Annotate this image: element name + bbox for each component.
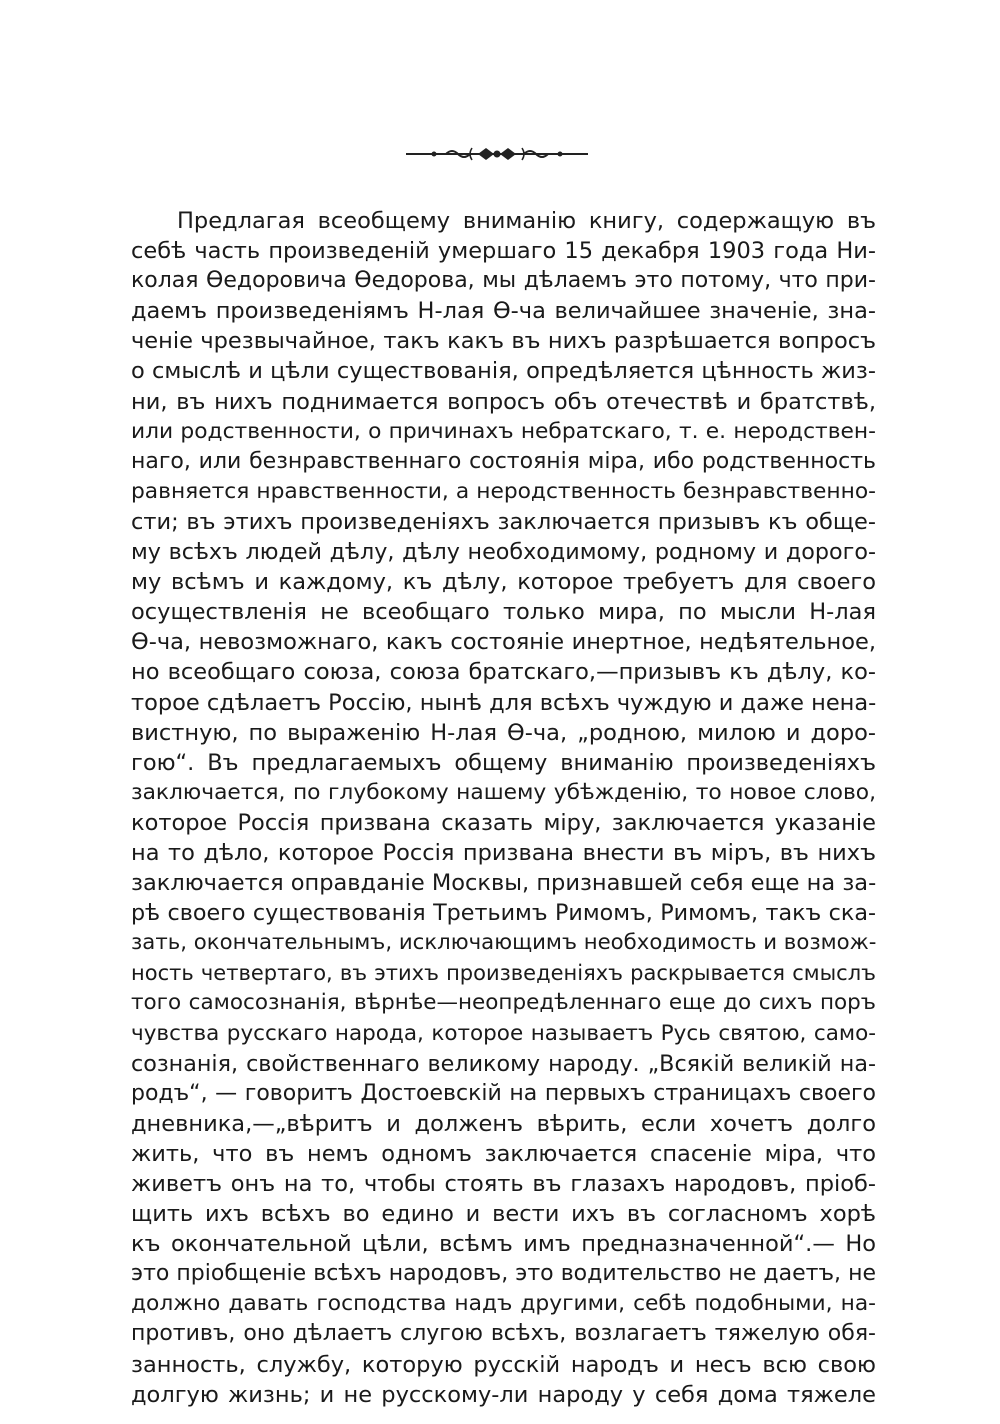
text-line: сти; въ этихъ произведеніяхъ заключается призывъ къ обще- <box>131 508 876 535</box>
text-line: вистную, по выраженію Н-лая Ѳ-ча, „родною, милою и доро- <box>131 719 876 746</box>
text-line: себѣ часть произведеній умершаго 15 декабря 1903 года Ни- <box>131 238 876 265</box>
text-line: того самосознанія, вѣрнѣе—неопредѣленнаго еще до сихъ поръ <box>131 990 876 1016</box>
text-line: или родственности, о причинахъ небратскаго, т. е. неродствен- <box>131 418 876 444</box>
text-line: зать, окончательнымъ, исключающимъ необходимость и возмож- <box>131 930 877 956</box>
text-line: му всѣмъ и каждому, къ дѣлу, которое требуетъ для своего <box>131 569 876 596</box>
text-line: чувства русскаго народа, которое называетъ Русь святою, само- <box>131 1020 876 1046</box>
text-line: наго, или безнравственнаго состоянія міра, ибо родственность <box>131 448 876 474</box>
text-line: которое Россія призвана сказать міру, заключается указаніе <box>131 809 876 836</box>
text-line: щить ихъ всѣхъ во едино и вести ихъ въ согласномъ хорѣ <box>131 1201 876 1228</box>
text-line: колая Ѳедоровича Ѳедорова, мы дѣлаемъ это потому, что при- <box>131 268 876 294</box>
text-line: жить, что въ немъ одномъ заключается спасеніе міра, что <box>131 1140 876 1167</box>
text-line: это пріобщеніе всѣхъ народовъ, это водительство не даетъ, не <box>131 1261 876 1287</box>
text-line: ность четвертаго, въ этихъ произведеніяхъ раскрывается смыслъ <box>131 961 876 986</box>
text-line: противъ, оно дѣлаетъ слугою всѣхъ, возлагаетъ тяжелую обя- <box>131 1321 876 1347</box>
text-line: ни, въ нихъ поднимается вопросъ объ отечествѣ и братствѣ, <box>131 388 876 415</box>
text-line: должно давать господства надъ другими, себѣ подобными, на- <box>131 1291 876 1317</box>
text-line: ченіе чрезвычайное, такъ какъ въ нихъ разрѣшается вопросъ <box>131 328 876 355</box>
text-line: торое сдѣлаетъ Россію, нынѣ для всѣхъ чуждую и даже нена- <box>131 689 877 716</box>
decorative-divider-ornament <box>406 143 588 165</box>
text-line: осуществленія не всеобщаго только мира, по мысли Н-лая <box>131 599 876 626</box>
text-line: Предлагая всеобщему вниманію книгу, содержащую въ <box>177 208 876 234</box>
text-line: заключается, по глубокому нашему убѣжденію, то новое слово, <box>131 779 876 805</box>
text-line: даемъ произведеніямъ Н-лая Ѳ-ча величайшее значеніе, зна- <box>131 298 876 325</box>
body-text <box>131 206 876 1410</box>
text-line: рѣ своего существованія Третьимъ Римомъ, Римомъ, такъ ска- <box>131 900 876 927</box>
text-line: но всеобщаго союза, союза братскаго,—призывъ къ дѣлу, ко- <box>131 659 876 686</box>
text-line: дневника,—„вѣритъ и долженъ вѣрить, если хочетъ долго <box>131 1110 876 1137</box>
text-line: о смыслѣ и цѣли существованія, опредѣляется цѣнность жиз- <box>131 358 876 385</box>
text-line: къ окончательной цѣли, всѣмъ имъ предназначенной“.— Но <box>131 1231 876 1258</box>
text-line: гою“. Въ предлагаемыхъ общему вниманію произведеніяхъ <box>131 749 876 776</box>
text-line: Ѳ-ча, невозможнаго, какъ состояніе инертное, недѣятельное, <box>131 629 876 656</box>
text-line: занность, службу, которую русскій народъ и несъ всю свою <box>131 1351 876 1378</box>
text-line: заключается оправданіе Москвы, признавшей себя еще на за- <box>131 870 877 897</box>
text-line: на то дѣло, которое Россія призвана внести въ міръ, въ нихъ <box>131 839 876 866</box>
text-line: живетъ онъ на то, чтобы стоять въ глазахъ народовъ, пріоб- <box>131 1171 876 1197</box>
text-line: долгую жизнь; и не русскому-ли народу у себя дома тяжеле <box>131 1381 876 1408</box>
text-line: равняется нравственности, а неродственность безнравственно- <box>131 478 876 504</box>
text-line: сознанія, свойственнаго великому народу. „Всякій великій на- <box>131 1050 876 1077</box>
text-line: родъ“, — говоритъ Достоевскій на первыхъ страницахъ своего <box>131 1080 876 1106</box>
text-line: му всѣхъ людей дѣлу, дѣлу необходимому, родному и дорого- <box>131 539 876 566</box>
